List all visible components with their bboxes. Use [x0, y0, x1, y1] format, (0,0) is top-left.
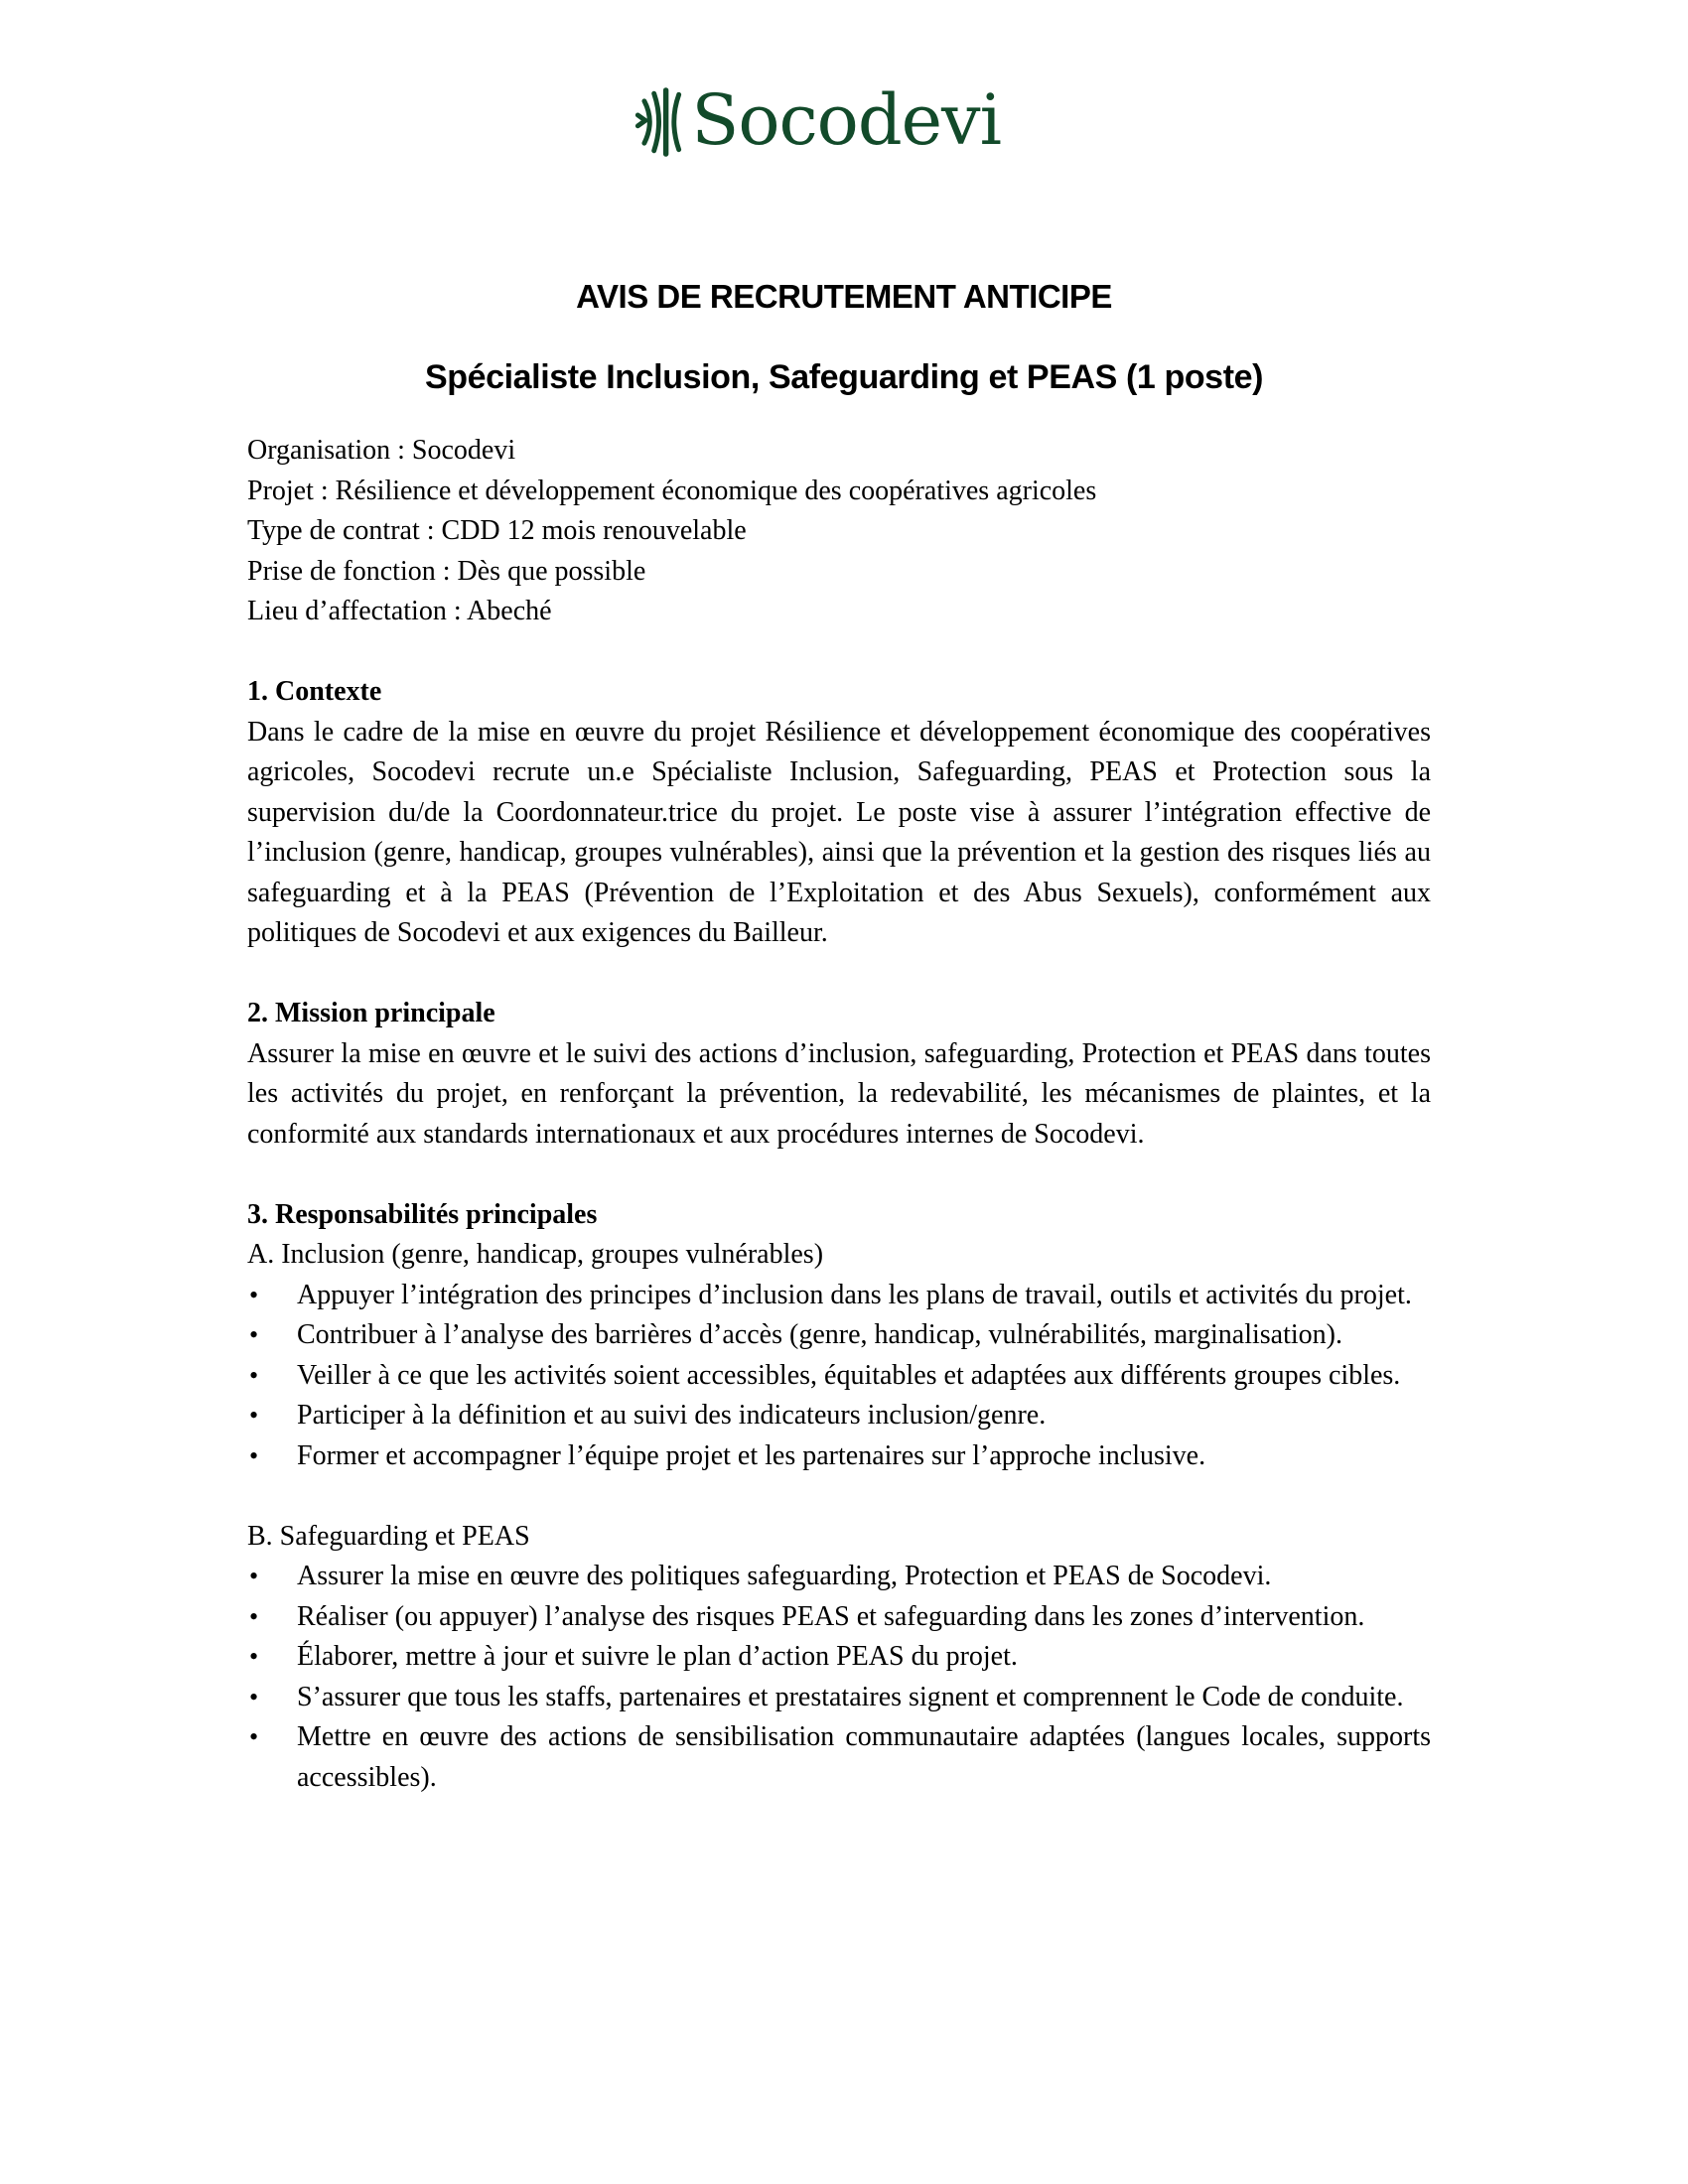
document-body — [247, 431, 1431, 1798]
list-item — [247, 1678, 1431, 1718]
bullet-icon: • — [249, 1280, 259, 1309]
section-paragraph: Dans le cadre de la mise en œuvre du projet Résilience et développement économique des coopératives agricoles, Socodevi recrute un.e Spécialiste Inclusion, Safeguarding, PEAS et Protection sous la supervision du/de la Coordonnateur.trice du projet. Le poste vise à assurer l’intégration effective de l’inclusion (genre, handicap, groupes vulnérables), ainsi que la prévention et la gestion des risques liés au safeguarding et à la PEAS (Prévention de l’Exploitation et des Abus Sexuels), conformément aux politiques de Socodevi et aux exigences du Bailleur. — [247, 716, 1431, 948]
list-item — [247, 1356, 1431, 1397]
subgroup-heading: A. Inclusion (genre, handicap, groupes vulnérables) — [247, 1239, 824, 1270]
bullet-icon: • — [249, 1682, 259, 1711]
subgroup-heading: B. Safeguarding et PEAS — [247, 1520, 530, 1552]
meta-prise-fonction: Prise de fonction : Dès que possible — [247, 555, 646, 587]
bullet-icon: • — [249, 1320, 259, 1349]
list-item — [247, 1557, 1431, 1597]
meta-lieu-affectation: Lieu d’affectation : Abeché — [247, 596, 552, 626]
section-heading: 3. Responsabilités principales — [247, 1198, 598, 1230]
list-item-text: Veiller à ce que les activités soient accessibles, équitables et adaptées aux différents groupes cibles. — [297, 1359, 1401, 1391]
list-item-text: Mettre en œuvre des actions de sensibilisation communautaire adaptées (langues locales, supports accessibles). — [297, 1721, 1431, 1793]
section-mission — [247, 994, 1431, 1155]
section-paragraph: Assurer la mise en œuvre et le suivi des actions d’inclusion, safeguarding, Protection et PEAS dans toutes les activités du projet, en renforçant la prévention, la redevabilité, les mécanismes de plaintes, et la conformité aux standards internationaux et aux procédures internes de Socodevi. — [247, 1037, 1431, 1150]
bullet-icon: • — [249, 1601, 259, 1631]
meta-organisation: Organisation : Socodevi — [247, 435, 516, 466]
list-item — [247, 1637, 1431, 1678]
subgroup-safeguarding — [247, 1517, 1431, 1799]
page-title: AVIS DE RECRUTEMENT ANTICIPE — [576, 278, 1112, 315]
list-item-text: Participer à la définition et au suivi des indicateurs inclusion/genre. — [297, 1400, 1047, 1431]
list-item-text: S’assurer que tous les staffs, partenaires et prestataires signent et comprennent le Code de conduite. — [297, 1681, 1404, 1712]
meta-block — [247, 431, 1431, 632]
list-item-text: Former et accompagner l’équipe projet et les partenaires sur l’approche inclusive. — [297, 1439, 1206, 1471]
bullet-icon: • — [249, 1360, 259, 1390]
list-item — [247, 1276, 1431, 1316]
list-item — [247, 1396, 1431, 1436]
section-heading: 1. Contexte — [247, 676, 382, 707]
list-item-text: Assurer la mise en œuvre des politiques safeguarding, Protection et PEAS de Socodevi. — [297, 1561, 1272, 1591]
section-heading: 2. Mission principale — [247, 998, 495, 1028]
section-contexte — [247, 672, 1431, 954]
list-item-text: Contribuer à l’analyse des barrières d’accès (genre, handicap, vulnérabilités, marginalisation). — [297, 1319, 1342, 1350]
meta-type-contrat: Type de contrat : CDD 12 mois renouvelable — [247, 515, 747, 546]
socodevi-arcs-icon — [633, 58, 687, 187]
list-item — [247, 1717, 1431, 1798]
bullet-icon: • — [249, 1642, 259, 1671]
bullet-list — [247, 1276, 1431, 1477]
list-item-text: Appuyer l’intégration des principes d’inclusion dans les plans de travail, outils et activités du projet. — [297, 1279, 1412, 1310]
meta-projet: Projet : Résilience et développement économique des coopératives agricoles — [247, 475, 1097, 506]
list-item-text: Élaborer, mettre à jour et suivre le plan d’action PEAS du projet. — [297, 1641, 1018, 1672]
bullet-list — [247, 1557, 1431, 1798]
bullet-icon: • — [249, 1401, 259, 1430]
list-item — [247, 1436, 1431, 1477]
socodevi-logo — [633, 56, 1001, 189]
logo-wordmark: Socodevi — [691, 79, 1001, 161]
subgroup-inclusion — [247, 1235, 1431, 1476]
bullet-icon: • — [249, 1562, 259, 1590]
section-responsabilites — [247, 1195, 1431, 1799]
bullet-icon: • — [249, 1440, 259, 1470]
page-subtitle: Spécialiste Inclusion, Safeguarding et PEAS (1 poste) — [424, 358, 1264, 396]
list-item — [247, 1315, 1431, 1356]
list-item — [247, 1597, 1431, 1638]
bullet-icon: • — [249, 1722, 259, 1751]
list-item-text: Réaliser (ou appuyer) l’analyse des risques PEAS et safeguarding dans les zones d’intervention. — [297, 1600, 1365, 1632]
